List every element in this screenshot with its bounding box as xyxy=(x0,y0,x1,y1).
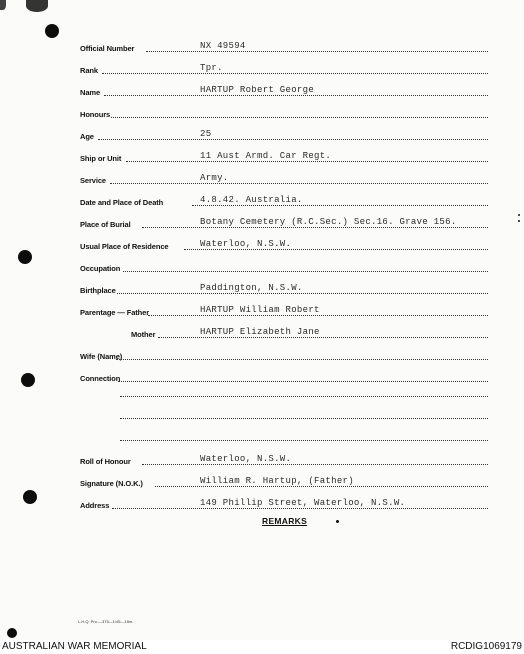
punch-hole xyxy=(45,24,59,38)
punch-hole xyxy=(23,490,37,504)
field-label: Official Number xyxy=(80,44,135,53)
field-date-place-of-death xyxy=(80,193,488,207)
field-value: 11 Aust Armd. Car Regt. xyxy=(200,151,332,161)
dotted-line xyxy=(110,183,488,184)
field-label: Rank xyxy=(80,66,98,75)
field-label: Parentage — Father xyxy=(80,308,150,317)
field-official-number xyxy=(80,39,488,53)
dotted-line xyxy=(120,418,488,419)
field-value: Waterloo, N.S.W. xyxy=(200,239,292,249)
dotted-line xyxy=(146,51,488,52)
field-mother xyxy=(80,325,488,339)
field-value: William R. Hartup, (Father) xyxy=(200,476,354,486)
field-label: Mother xyxy=(131,330,156,339)
field-label: Roll of Honour xyxy=(80,457,131,466)
field-roll-of-honour xyxy=(80,452,488,466)
field-value: 149 Phillip Street, Waterloo, N.S.W. xyxy=(200,498,406,508)
field-label: Address xyxy=(80,501,110,510)
field-label: Occupation xyxy=(80,264,121,273)
dotted-line xyxy=(112,508,488,509)
field-honours xyxy=(80,105,488,119)
scan-speck xyxy=(518,220,520,222)
footer-institution: AUSTRALIAN WAR MEMORIAL xyxy=(2,641,147,652)
field-value: Waterloo, N.S.W. xyxy=(200,454,292,464)
dotted-line xyxy=(142,227,488,228)
field-rank xyxy=(80,61,488,75)
dotted-line xyxy=(118,381,488,382)
dotted-line xyxy=(98,139,488,140)
field-value: HARTUP William Robert xyxy=(200,305,320,315)
remarks-heading: REMARKS xyxy=(262,516,308,526)
field-label: Usual Place of Residence xyxy=(80,242,169,251)
field-label: Wife (Name) xyxy=(80,352,123,361)
field-value: 4.8.42. Australia. xyxy=(200,195,303,205)
dotted-line xyxy=(116,359,488,360)
dotted-line xyxy=(123,271,488,272)
field-label: Honours xyxy=(80,110,111,119)
field-place-of-burial xyxy=(80,215,488,229)
footer-record-id: RCDIG1069179 xyxy=(450,641,522,652)
field-label: Service xyxy=(80,176,106,185)
field-label: Connection xyxy=(80,374,121,383)
field-name xyxy=(80,83,488,97)
dotted-line xyxy=(111,117,488,118)
field-label: Place of Burial xyxy=(80,220,131,229)
dotted-line xyxy=(104,95,488,96)
field-connection xyxy=(80,369,488,383)
field-parentage-father xyxy=(80,303,488,317)
punch-hole xyxy=(18,250,32,264)
scan-speck xyxy=(0,0,6,10)
dotted-line xyxy=(158,337,488,338)
field-value: Paddington, N.S.W. xyxy=(200,283,303,293)
field-label: Birthplace xyxy=(80,286,116,295)
punch-hole xyxy=(21,373,35,387)
footer-bar xyxy=(0,640,524,654)
dotted-line xyxy=(148,315,488,316)
field-value: 25 xyxy=(200,129,212,139)
dotted-line xyxy=(102,73,488,74)
dotted-line xyxy=(184,249,488,250)
field-address xyxy=(80,496,488,510)
field-label: Age xyxy=(80,132,94,141)
field-value: HARTUP Robert George xyxy=(200,85,315,95)
form-code: L.H.Q. Pro.—375—1/45—15m. xyxy=(78,619,134,624)
field-service xyxy=(80,171,488,185)
field-usual-residence xyxy=(80,237,488,251)
field-value: Tpr. xyxy=(200,63,223,73)
field-label: Signature (N.O.K.) xyxy=(80,479,143,488)
scan-speck xyxy=(26,0,48,12)
punch-hole xyxy=(7,628,17,638)
dotted-line xyxy=(126,161,488,162)
field-value: Army. xyxy=(200,173,229,183)
dotted-line xyxy=(192,205,488,206)
field-value: Botany Cemetery (R.C.Sec.) Sec.16. Grave 156. xyxy=(200,217,457,227)
field-value: HARTUP Elizabeth Jane xyxy=(200,327,320,337)
field-label: Date and Place of Death xyxy=(80,198,164,207)
field-label: Ship or Unit xyxy=(80,154,122,163)
field-birthplace xyxy=(80,281,488,295)
scan-speck xyxy=(518,214,520,216)
field-occupation xyxy=(80,259,488,273)
field-ship-or-unit xyxy=(80,149,488,163)
dotted-line xyxy=(142,464,488,465)
field-label: Name xyxy=(80,88,101,97)
dotted-line xyxy=(155,486,488,487)
dotted-line xyxy=(120,440,488,441)
dotted-line xyxy=(120,396,488,397)
field-value: NX 49594 xyxy=(200,41,246,51)
field-age xyxy=(80,127,488,141)
scan-speck xyxy=(336,520,339,523)
field-signature-nok xyxy=(80,474,488,488)
field-wife-name xyxy=(80,347,488,361)
dotted-line xyxy=(117,293,488,294)
